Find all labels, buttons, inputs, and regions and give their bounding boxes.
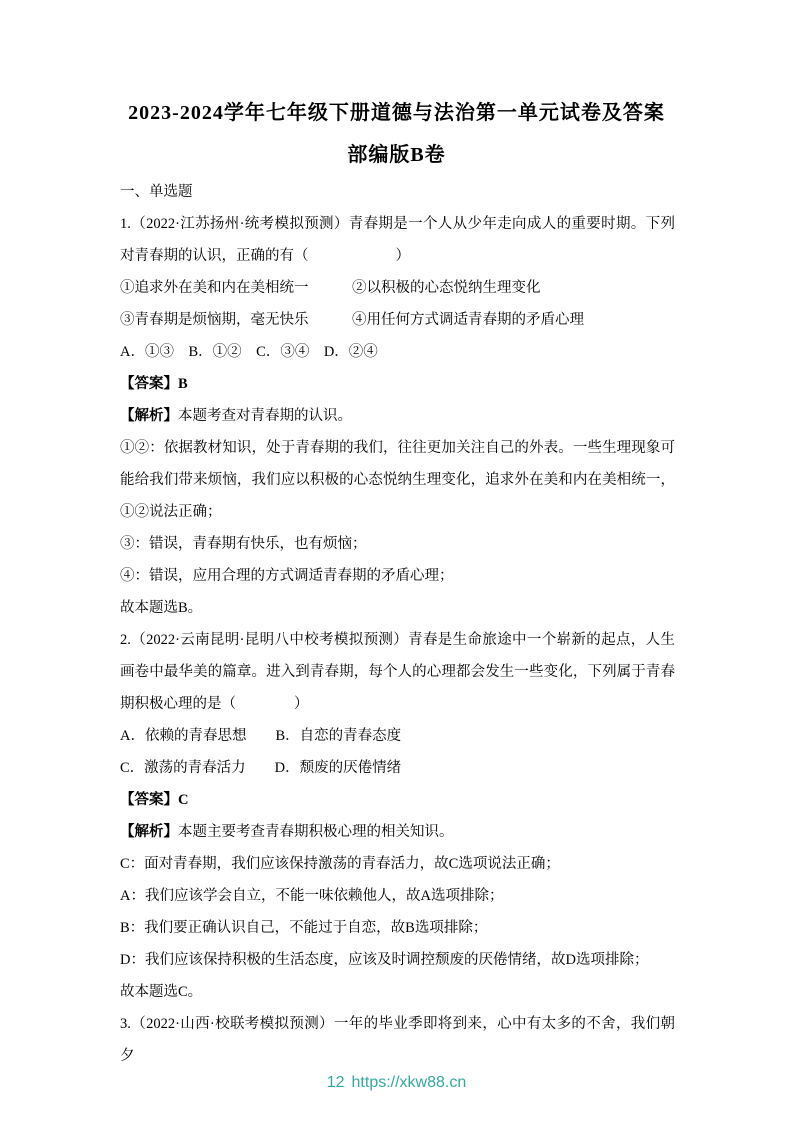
question-2-conclusion: 故本题选C。: [120, 984, 203, 1000]
analysis-label: 【解析】: [120, 824, 178, 840]
question-2-choice-line-2: C．激荡的青春活力 D．颓废的厌倦情绪: [120, 760, 402, 776]
question-1-analysis-line-1: ①②：依据教材知识，处于青春期的我们，往往更加关注自己的外表。一些生理现象可能给我们带来烦恼，我们应以积极的心态悦纳生理变化，追求外在美和内在美相统一，①②说法正确；: [120, 440, 675, 520]
question-2-stem: 2.（2022·云南昆明·昆明八中校考模拟预测）青春是生命旅途中一个崭新的起点，人生画卷中最华美的篇章。进入到青春期，每个人的心理都会发生一些变化，下列属于青春期积极心理的是（ ）: [120, 632, 675, 712]
page-footer: [0, 1074, 793, 1092]
question-1-analysis-line-2: ③：错误，青春期有快乐，也有烦恼；: [120, 536, 367, 552]
title-line-1: 2023-2024学年七年级下册道德与法治第一单元试卷及答案: [128, 102, 665, 124]
question-1-conclusion: 故本题选B。: [120, 600, 203, 616]
question-1-choices: A．①③ B．①② C．③④ D．②④: [120, 344, 378, 360]
analysis-label: 【解析】: [120, 408, 178, 424]
analysis-intro-text: 本题主要考查青春期积极心理的相关知识。: [178, 824, 454, 840]
question-2-choice-line-1: A．依赖的青春思想 B．自恋的青春态度: [120, 728, 402, 744]
page-number: 12: [326, 1074, 345, 1091]
question-2-analysis-line-4: D：我们应该保持积极的生活态度，应该及时调控颓废的厌倦情绪，故D选项排除；: [120, 952, 649, 968]
question-2-analysis-line-2: A：我们应该学会自立，不能一味依赖他人，故A选项排除；: [120, 888, 504, 904]
analysis-intro-text: 本题考查对青春期的认识。: [178, 408, 352, 424]
question-1-analysis-intro: [120, 400, 675, 432]
question-1-stem: 1.（2022·江苏扬州·统考模拟预测）青春期是一个人从少年走向成人的重要时期。下列对青春期的认识，正确的有（ ）: [120, 216, 675, 264]
section-heading: 一、单选题: [120, 184, 193, 200]
question-1-analysis-line-3: ④：错误，应用合理的方式调适青春期的矛盾心理；: [120, 568, 454, 584]
question-3-stem: 3.（2022·山西·校联考模拟预测）一年的毕业季即将到来，心中有太多的不舍，我们朝夕: [120, 1016, 675, 1064]
title-line-2: 部编版B卷: [347, 144, 446, 166]
question-1-option-line-2: ③青春期是烦恼期，毫无快乐 ④用任何方式调适青春期的矛盾心理: [120, 312, 584, 328]
question-2-analysis-line-3: B：我们要正确认识自己，不能过于自恋，故B选项排除；: [120, 920, 488, 936]
answer-label: 【答案】: [120, 376, 178, 392]
watermark-url-link[interactable]: https://xkw88.cn: [351, 1074, 467, 1091]
document-title: [0, 0, 793, 176]
answer-value: B: [178, 376, 188, 392]
question-2-answer: [120, 784, 675, 816]
answer-label: 【答案】: [120, 792, 178, 808]
question-1-answer: [120, 368, 675, 400]
question-2-analysis-line-1: C：面对青春期，我们应该保持激荡的青春活力，故C选项说法正确；: [120, 856, 560, 872]
question-2-analysis-intro: [120, 816, 675, 848]
question-1-option-line-1: ①追求外在美和内在美相统一 ②以积极的心态悦纳生理变化: [120, 280, 541, 296]
document-body: [120, 176, 675, 1072]
answer-value: C: [178, 792, 189, 808]
